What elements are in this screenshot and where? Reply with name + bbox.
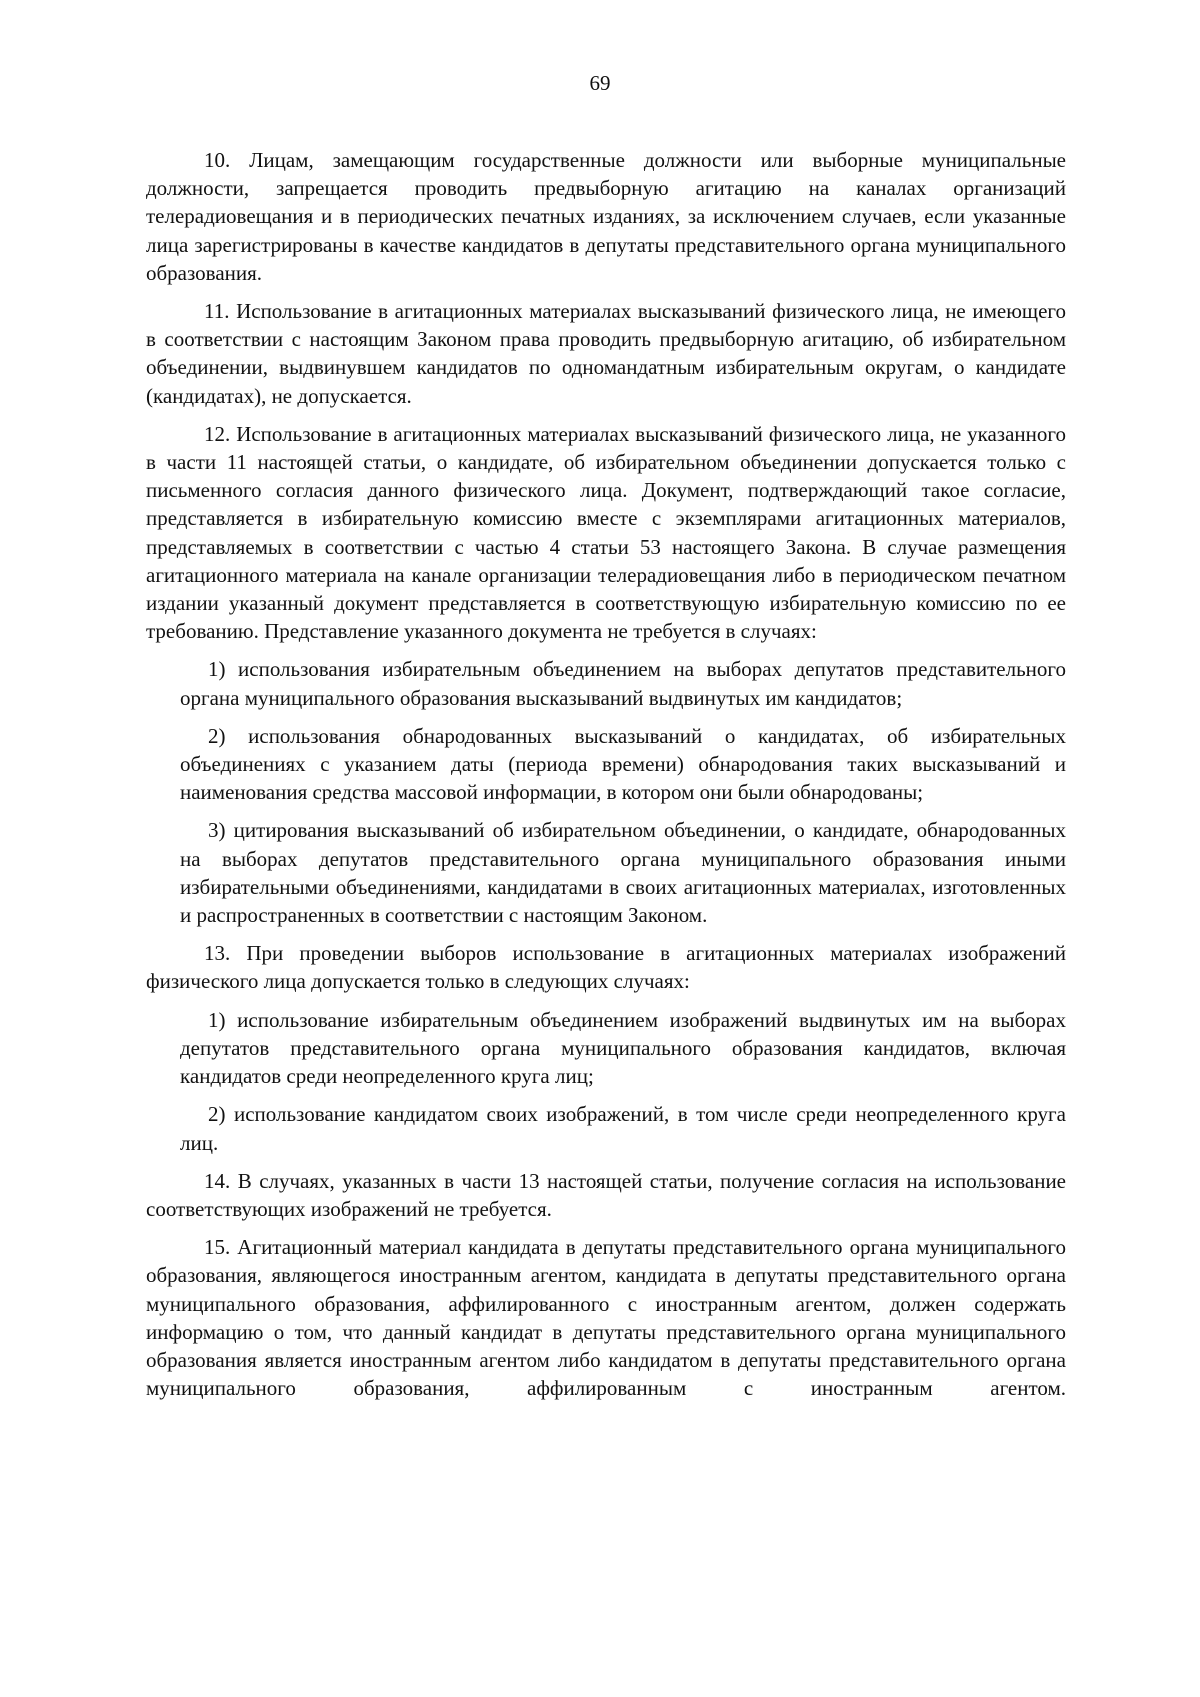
paragraph-13-item-1: 1) использование избирательным объединением изображений выдвинутых им на выборах депутатов представительного органа муниципального образования кандидатов, включая кандидатов среди неопределенного круга лиц; <box>180 1007 1066 1089</box>
paragraph-15: 15. Агитационный материал кандидата в депутаты представительного органа муниципального образования, являющегося иностранным агентом, кандидата в депутаты представительного органа муниципального образования, аффилированного с иностранным агентом, должен содержать информацию о том, что данный кандидат в депутаты представительного органа муниципального образования является иностранным агентом либо кандидатом в депутаты представительного органа муниципального образования, аффилированным с иностранным агентом. <box>146 1235 1066 1401</box>
paragraph-12-item-3: 3) цитирования высказываний об избирательном объединении, о кандидате, обнародованных на выборах депутатов представительного органа муниципального образования иными избирательными объединениями, кандидатами в своих агитационных материалах, изготовленных и распространенных в соответствии с настоящим Законом. <box>180 818 1066 928</box>
page-number: 69 <box>589 71 611 95</box>
paragraph-13: 13. При проведении выборов использование в агитационных материалах изображений физического лица допускается только в следующих случаях: <box>146 941 1066 994</box>
document-body <box>146 146 1066 1412</box>
paragraph-10: 10. Лицам, замещающим государственные должности или выборные муниципальные должности, запрещается проводить предвыборную агитацию на каналах организаций телерадиовещания и в периодических печатных изданиях, за исключением случаев, если указанные лица зарегистрированы в качестве кандидатов в депутаты представительного органа муниципального образования. <box>146 148 1066 285</box>
paragraph-14: 14. В случаях, указанных в части 13 настоящей статьи, получение согласия на использование соответствующих изображений не требуется. <box>146 1168 1066 1221</box>
paragraph-12-item-1: 1) использования избирательным объединением на выборах депутатов представительного органа муниципального образования высказываний выдвинутых им кандидатов; <box>180 657 1066 710</box>
paragraph-12: 12. Использование в агитационных материалах высказываний физического лица, не указанного в части 11 настоящей статьи, о кандидате, об избирательном объединении допускается только с письменного согласия данного физического лица. Документ, подтверждающий такое согласие, представляется в избирательную комиссию вместе с экземплярами агитационных материалов, представляемых в соответствии с частью 4 статьи 53 настоящего Закона. В случае размещения агитационного материала на канале организации телерадиовещания либо в периодическом печатном издании указанный документ представляется в соответствующую избирательную комиссию по ее требованию. Представление указанного документа не требуется в случаях: <box>146 421 1066 644</box>
paragraph-12-item-2: 2) использования обнародованных высказываний о кандидатах, об избирательных объединениях с указанием даты (периода времени) обнародования таких высказываний и наименования средства массовой информации, в котором они были обнародованы; <box>180 723 1066 805</box>
paragraph-11: 11. Использование в агитационных материалах высказываний физического лица, не имеющего в соответствии с настоящим Законом права проводить предвыборную агитацию, об избирательном объединении, выдвинувшем кандидатов по одномандатным избирательным округам, о кандидате (кандидатах), не допускается. <box>146 299 1066 408</box>
paragraph-13-item-2: 2) использование кандидатом своих изображений, в том числе среди неопределенного круга лиц. <box>180 1102 1066 1155</box>
